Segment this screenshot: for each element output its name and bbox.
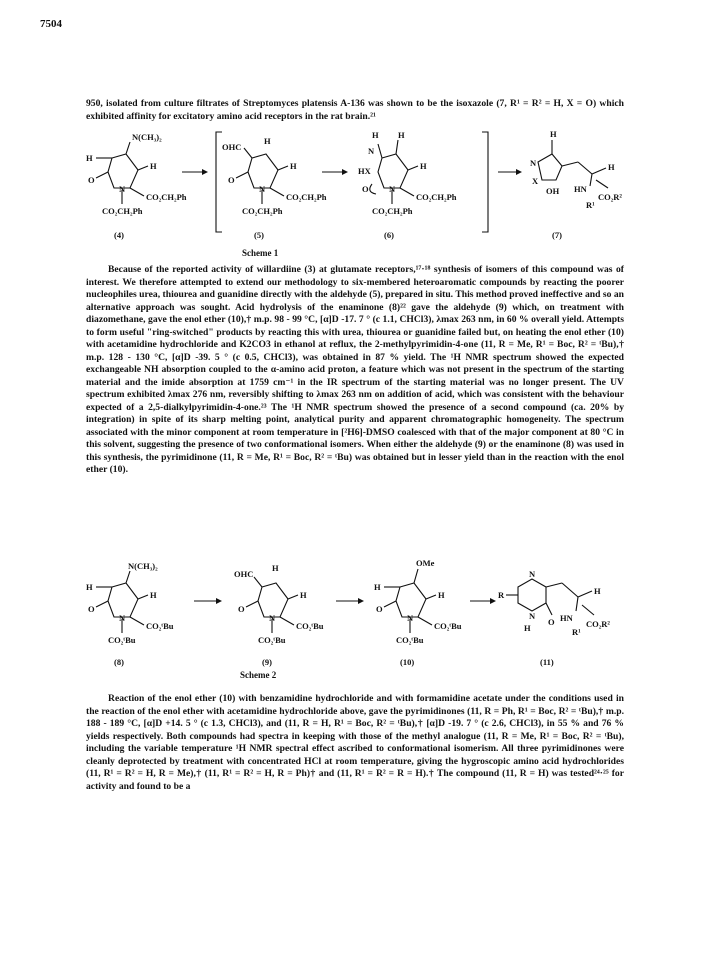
scheme-2-caption: Scheme 2 [240,670,277,680]
compound-11-label: (11) [540,657,554,667]
svg-text:H: H [398,130,405,140]
svg-text:HN: HN [574,184,587,194]
svg-text:O: O [376,604,383,614]
svg-text:H: H [264,136,271,146]
scheme-1-drawing [86,128,626,246]
svg-text:N: N [389,184,396,194]
svg-text:H: H [594,586,601,596]
compound-10-label: (10) [400,657,415,667]
svg-text:O: O [238,604,245,614]
svg-text:CO₂CH₂Ph: CO₂CH₂Ph [286,192,327,202]
svg-text:OHC: OHC [222,142,242,152]
svg-text:N: N [259,184,266,194]
svg-text:CO₂ᵗBu: CO₂ᵗBu [108,635,136,645]
compound-4-label: (4) [114,230,124,240]
compound-7-label: (7) [552,230,562,240]
svg-text:CO₂R²: CO₂R² [598,192,622,202]
svg-text:H: H [290,161,297,171]
svg-text:CO₂CH₂Ph: CO₂CH₂Ph [146,192,187,202]
compound-7-structure [530,129,622,210]
paragraph-1-text: Because of the reported activity of willardiine (3) at glutamate receptors,¹⁷·¹⁸ synthesis of isomers of this compound was of interest. We therefore attempted to extend our methodology to six-membered heteroaromatic compounds by reacting the poorer nucleophiles urea, thiourea and guanidine directly with the aldehyde (5), prepared in situ. This method proved ineffective and so an alternative approach was sought. Acid hydrolysis of the enaminone (8)²² gave the aldehyde (9) which, on treatment with diazomethane, gave the enol ether (10),† m.p. 98 - 99 °C, [α]D -17. 7 ° (c 1.1, CHCl3), λmax 263 nm, in 60 % overall yield. Attempts to form useful "ring-switched" products by reacting this with urea, thiourea or guanidine failed but, on heating the enol ether (10) with acetamidine hydrochloride and K2CO3 in ethanol at reflux, the 2-methylpyrimidin-4-one (11, R = Me, R¹ = Boc, R² = ᵗBu),† m.p. 128 - 130 °C, [α]D -39. 5 ° (c 0.5, CHCl3), was obtained in 87 % yield. The ¹H NMR spectrum showed the expected exchangeable NH absorption coupled to the α-amino acid proton, a feature which was not present in the spectrum of the starting material and the imide absorption at 1759 cm⁻¹ in the IR spectrum of the starting material was no longer present. The UV spectrum exhibited λmax 276 nm, reversibly shifting to λmax 263 nm on addition of acid, which was consistent with the behaviour expected of a 2,5-dialkylpyrimidin-4-one.²³ The ¹H NMR spectrum showed the presence of a second compound (ca. 20% by integration) in spite of its sharp melting point, analytical purity and apparent chromatographic homogeneity. The spectrum associated with the minor component at room temperature in [²H6]-DMSO coalesced with that of the major component at 80 °C in this solvent, suggesting the presence of two conformational isomers. When either the aldehyde (9) or the enaminone (8) was used in this synthesis, the pyrimidinone (11, R = Me, R¹ = Boc, R² = ᵗBu) was obtained but in lesser yield than in the reaction with the enol ether (10). [86,264,624,475]
scheme-2 [86,557,626,677]
svg-text:H: H [86,153,93,163]
svg-text:O: O [548,617,555,627]
intro-text: 950, isolated from culture filtrates of Streptomyces platensis A-136 was shown to be the isoxazole (7, R¹ = R² = H, X = O) which exhibited affinity for excitatory amino acid receptors in the rat brain.²¹ [86,98,624,122]
compound-11-structure [498,569,610,637]
paragraph-1 [86,264,624,477]
svg-text:HN: HN [560,613,573,623]
page-number: 7504 [40,18,62,30]
paragraph-2-text: Reaction of the enol ether (10) with benzamidine hydrochloride and with formamidine acetate under the conditions used in the reaction of the enol ether with acetamidine hydrochloride above, gave the pyrimidinones (11, R = Ph, R¹ = Boc, R² = ᵗBu),† m.p. 188 - 189 °C, [α]D +14. 5 ° (c 1.3, CHCl3), and (11, R = H, R¹ = Boc, R² = ᵗBu),† [α]D -19. 7 ° (c 2.6, CHCl3), in 55 % and 76 % yields respectively. Both compounds had spectra in keeping with those of the methyl analogue (11, R = Me, R¹ = Boc, R² = ᵗBu), including the variable temperature ¹H NMR spectral effect ascribed to conformational isomerism. All three pyrimidinones were cleanly deprotected by treatment with concentrated HCl at room temperature, giving the hygroscopic amino acid hydrochlorides (11, R¹ = R² = H, R = Me),† (11, R¹ = R² = H, R = Ph)† and (11, R¹ = R² = R = H).† The compound (11, R = H) was tested²⁴·²⁵ for activity and found to be a [86,693,624,792]
svg-text:N: N [269,613,276,623]
svg-text:HX: HX [358,166,371,176]
svg-text:R: R [498,590,505,600]
svg-text:OH: OH [546,186,560,196]
svg-text:H: H [438,590,445,600]
compound-8-label: (8) [114,657,124,667]
scheme-2-drawing [86,557,626,677]
svg-text:H: H [150,590,157,600]
svg-text:H: H [420,161,427,171]
svg-text:N(CH₃)₂: N(CH₃)₂ [132,132,162,142]
compound-5-label: (5) [254,230,264,240]
svg-text:CO₂ᵗBu: CO₂ᵗBu [296,621,324,631]
svg-text:O: O [88,604,95,614]
scheme-1-caption: Scheme 1 [242,248,279,258]
svg-text:N: N [368,146,375,156]
svg-text:N(CH₃)₂: N(CH₃)₂ [128,561,158,571]
svg-text:O: O [228,175,235,185]
scheme-1 [86,128,626,246]
svg-text:CO₂ᵗBu: CO₂ᵗBu [146,621,174,631]
compound-6-label: (6) [384,230,394,240]
svg-text:R¹: R¹ [586,200,595,210]
svg-text:CO₂R²: CO₂R² [586,619,610,629]
svg-text:H: H [272,563,279,573]
svg-text:H: H [524,623,531,633]
svg-text:CO₂CH₂Ph: CO₂CH₂Ph [372,206,413,216]
svg-text:X: X [532,176,539,186]
svg-text:N: N [119,184,126,194]
svg-text:N: N [407,613,414,623]
svg-text:CO₂CH₂Ph: CO₂CH₂Ph [242,206,283,216]
compound-10-structure [374,558,462,645]
paragraph-2 [86,693,624,793]
compound-9-structure [234,563,324,645]
compound-5-structure [222,136,327,216]
svg-text:H: H [550,129,557,139]
svg-text:N: N [530,158,537,168]
svg-text:O: O [88,175,95,185]
svg-text:CO₂CH₂Ph: CO₂CH₂Ph [416,192,457,202]
compound-6-structure [358,130,457,216]
svg-text:CO₂ᵗBu: CO₂ᵗBu [434,621,462,631]
svg-text:H: H [374,582,381,592]
compound-4-structure [86,132,187,216]
svg-text:OHC: OHC [234,569,254,579]
svg-text:H: H [372,130,379,140]
svg-text:OMe: OMe [416,558,435,568]
svg-text:N: N [529,611,536,621]
svg-text:H: H [608,162,615,172]
svg-text:O: O [362,184,369,194]
svg-text:CO₂CH₂Ph: CO₂CH₂Ph [102,206,143,216]
svg-text:R¹: R¹ [572,627,581,637]
svg-text:N: N [529,569,536,579]
svg-text:CO₂ᵗBu: CO₂ᵗBu [396,635,424,645]
svg-text:H: H [86,582,93,592]
svg-text:H: H [150,161,157,171]
svg-text:H: H [300,590,307,600]
compound-8-structure [86,561,174,645]
intro-paragraph [86,98,624,123]
svg-text:CO₂ᵗBu: CO₂ᵗBu [258,635,286,645]
compound-9-label: (9) [262,657,272,667]
svg-text:N: N [119,613,126,623]
